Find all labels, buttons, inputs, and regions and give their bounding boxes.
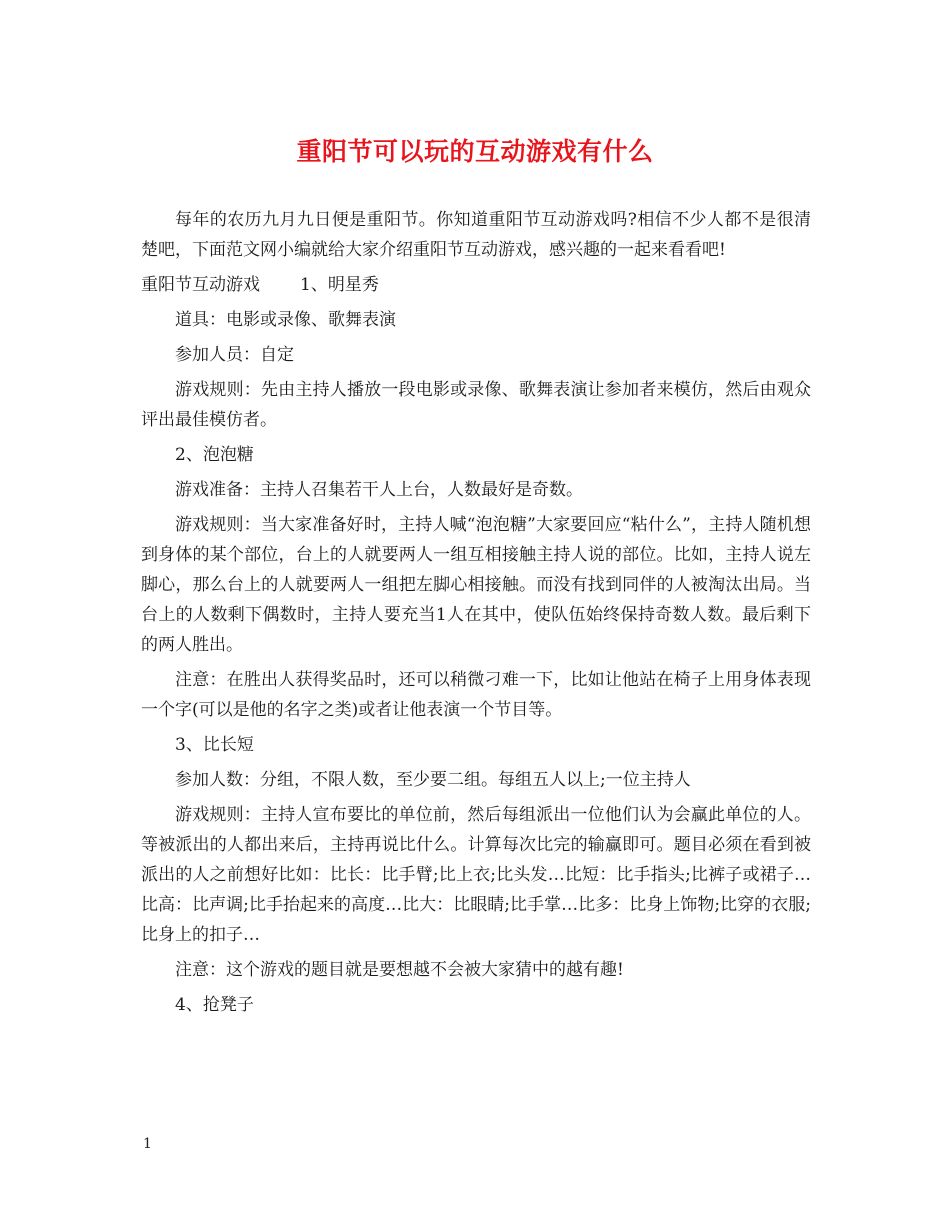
game3-heading: 3、比长短 [175,735,254,755]
game3-participants: 参加人数：分组，不限人数，至少要二组。每组五人以上;一位主持人 [175,770,691,790]
game2-rules: 游戏规则：当大家准备好时，主持人喊“泡泡糖”大家要回应“粘什么”，主持人随机想到身体的某个部位，台上的人就要两人一组互相接触主持人说的部位。比如，主持人说左脚心，那么台上的人就要两人一组把左脚心相接触。而没有找到同伴的人被淘汰出局。当台上的人数剩下偶数时，主持人要充当1人在其中，使队伍始终保持奇数人数。最后剩下的两人胜出。 [141,515,811,655]
game2-heading: 2、泡泡糖 [175,445,254,465]
game1-rules: 游戏规则：先由主持人播放一段电影或录像、歌舞表演让参加者来模仿，然后由观众评出最佳模仿者。 [141,380,811,430]
game1-heading: 1、明星秀 [300,275,379,295]
page-number: 1 [143,1136,152,1152]
game1-props: 道具：电影或录像、歌舞表演 [175,310,396,330]
game1-participants: 参加人员：自定 [175,345,294,365]
document-title: 重阳节可以玩的互动游戏有什么 [296,137,654,166]
game3-rules: 游戏规则：主持人宣布要比的单位前，然后每组派出一位他们认为会赢此单位的人。等被派出的人都出来后，主持再说比什么。计算每次比完的输赢即可。题目必须在看到被派出的人之前想好比如：比长：比手臂;比上衣;比头发…比短：比手指头;比裤子或裙子…比高：比声调;比手抬起来的高度…比大：比眼睛;比手掌…比多：比身上饰物;比穿的衣服;比身上的扣子… [141,805,811,945]
section-label: 重阳节互动游戏 [141,275,260,295]
game2-note: 注意：在胜出人获得奖品时，还可以稍微刁难一下，比如让他站在椅子上用身体表现一个字(可以是他的名字之类)或者让他表演一个节目等。 [141,670,811,720]
section-heading-line [141,270,811,300]
document-body [141,205,811,1025]
game2-prep: 游戏准备：主持人召集若干人上台，人数最好是奇数。 [175,480,583,500]
game3-note: 注意：这个游戏的题目就是要想越不会被大家猜中的越有趣! [175,960,624,980]
intro-paragraph: 每年的农历九月九日便是重阳节。你知道重阳节互动游戏吗?相信不少人都不是很清楚吧，下面范文网小编就给大家介绍重阳节互动游戏，感兴趣的一起来看看吧! [141,210,811,260]
game4-heading: 4、抢凳子 [175,995,254,1015]
